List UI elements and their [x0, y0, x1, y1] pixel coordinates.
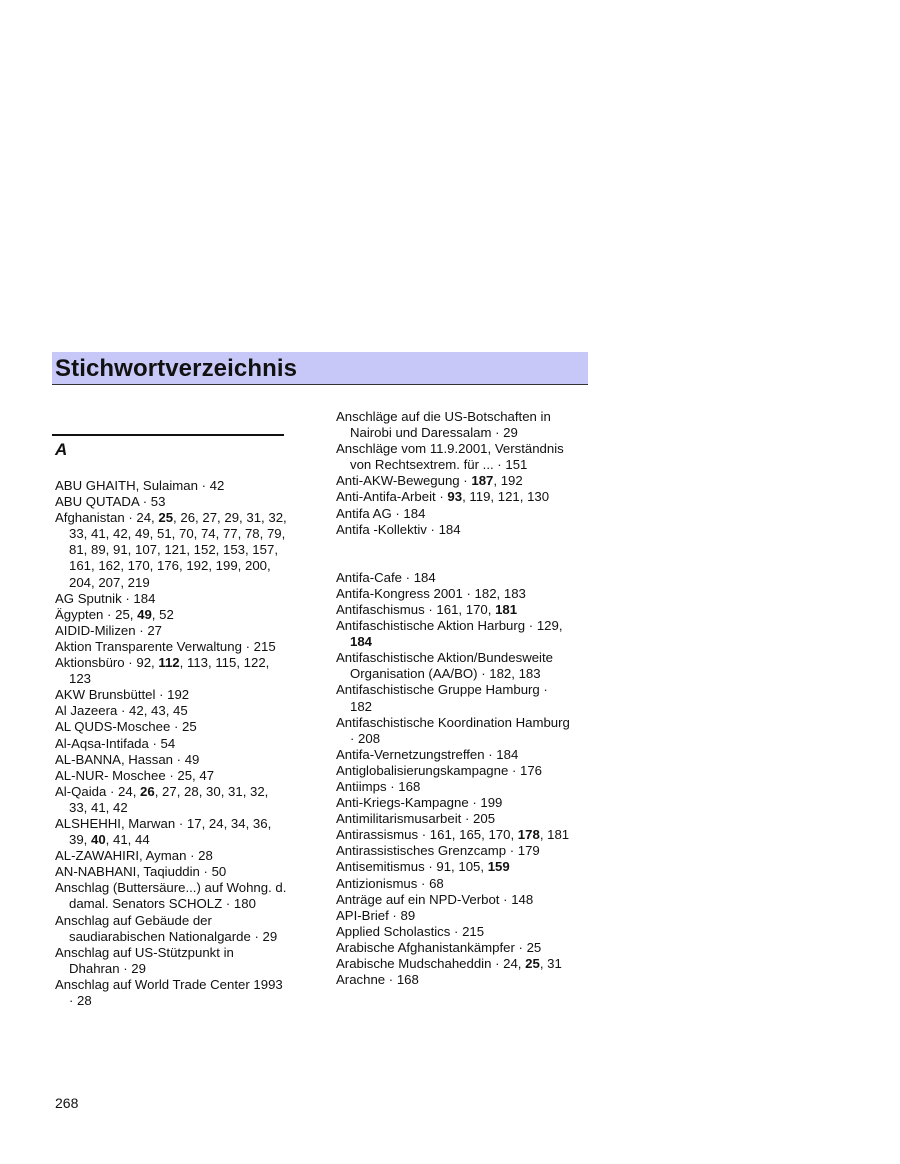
index-entry: [336, 763, 572, 779]
index-text: Aktionsbüro · 92,: [55, 655, 159, 671]
index-entry: [336, 602, 572, 618]
index-entry: [55, 703, 287, 719]
index-text: Antizionismus · 68: [336, 875, 444, 891]
index-text: , 113, 115, 122, 123: [69, 655, 270, 687]
index-page-ref-bold: 26: [140, 783, 155, 799]
index-entry: [55, 913, 287, 945]
index-page-ref-bold: 40: [91, 832, 106, 848]
index-text: Anti-AKW-Bewegung ·: [336, 473, 472, 489]
index-text: AL QUDS-Moschee · 25: [55, 719, 197, 735]
index-entry: [336, 618, 572, 650]
index-entry: [55, 880, 287, 912]
index-entry: [55, 945, 287, 977]
index-text: Antifa-Cafe · 184: [336, 569, 436, 585]
index-entry: [336, 747, 572, 763]
chapter-title-bar: [52, 352, 588, 385]
index-entry: [55, 977, 287, 1009]
index-entry: [55, 784, 287, 816]
index-entry: [55, 639, 287, 655]
index-right-bottom: [336, 570, 572, 988]
index-page-ref-bold: 25: [525, 956, 540, 971]
index-entry: [336, 506, 572, 522]
index-text: Anschlag auf US-Stützpunkt in Dhahran · 29: [55, 944, 234, 976]
index-text: AL-BANNA, Hassan · 49: [55, 751, 200, 767]
index-page-ref-bold: 93: [447, 489, 463, 505]
index-text: Arachne · 168: [336, 972, 419, 988]
index-text: Antifaschistische Koordination Hamburg · 208: [336, 714, 570, 746]
index-text: Arabische Afghanistankämpfer · 25: [336, 939, 542, 955]
index-page-ref-bold: 184: [350, 634, 373, 650]
index-page-ref-bold: 112: [158, 655, 180, 671]
index-text: Antisemitismus · 91, 105,: [336, 859, 488, 875]
index-entry: [336, 811, 572, 827]
index-text: Antifaschismus · 161, 170,: [336, 601, 496, 617]
index-entry: [55, 768, 287, 784]
index-text: API-Brief · 89: [336, 907, 416, 923]
index-page-ref-bold: 25: [158, 510, 174, 526]
index-text: , 119, 121, 130: [462, 489, 550, 505]
index-text: Anschlag (Buttersäure...) auf Wohng. d. damal. Senators SCHOLZ · 180: [55, 880, 287, 912]
index-text: AL-ZAWAHIRI, Ayman · 28: [55, 848, 213, 864]
index-text: , 192: [493, 473, 523, 489]
index-text: AN-NABHANI, Taqiuddin · 50: [55, 864, 227, 880]
index-text: Al-Qaida · 24,: [55, 783, 141, 799]
index-entry: [55, 494, 287, 510]
index-text: Antirassistisches Grenzcamp · 179: [336, 843, 540, 859]
index-entry: [336, 908, 572, 924]
index-text: Anschlag auf World Trade Center 1993 · 28: [55, 976, 283, 1008]
index-entry: [55, 607, 287, 623]
index-entry: [55, 848, 287, 864]
index-entry: [336, 570, 572, 586]
index-entry: [336, 827, 572, 843]
index-text: Afghanistan · 24,: [55, 510, 159, 526]
index-entry: [336, 522, 572, 538]
index-entry: [55, 655, 287, 687]
index-entry: [55, 752, 287, 768]
index-page-ref-bold: 181: [495, 601, 518, 617]
index-text: , 27, 28, 30, 31, 32, 33, 41, 42: [69, 783, 269, 815]
index-text: Anti-Kriegs-Kampagne · 199: [336, 795, 503, 811]
index-entry: [55, 478, 287, 494]
index-entry: [336, 956, 572, 972]
index-entry: [336, 924, 572, 940]
page-title: Stichwortverzeichnis: [55, 355, 298, 382]
index-entry: [336, 876, 572, 892]
index-entry: [336, 795, 572, 811]
index-entry: [55, 591, 287, 607]
index-entry: [336, 779, 572, 795]
index-page-ref-bold: 187: [471, 473, 494, 489]
index-right-top: [336, 409, 572, 538]
index-page-ref-bold: 159: [487, 859, 510, 875]
index-entry: [336, 650, 572, 682]
section-letter: A: [55, 440, 68, 459]
index-text: Antifa-Vernetzungstreffen · 184: [336, 746, 519, 762]
index-text: , 181: [539, 827, 570, 843]
index-page-ref-bold: 49: [137, 606, 152, 622]
index-page-ref-bold: 178: [517, 827, 540, 843]
column-gap: [336, 538, 572, 570]
index-entry: [336, 859, 572, 875]
index-text: Antimilitarismusarbeit · 205: [336, 811, 496, 827]
index-entry: [55, 719, 287, 735]
index-entry: [336, 473, 572, 489]
index-text: Anti-Antifa-Arbeit ·: [336, 489, 448, 505]
index-text: Ägypten · 25,: [55, 606, 138, 622]
index-text: AKW Brunsbüttel · 192: [55, 687, 190, 703]
index-right-column: [336, 409, 572, 988]
index-text: , 52: [151, 606, 174, 622]
index-text: , 26, 27, 29, 31, 32, 33, 41, 42, 49, 51, 70, 74, 77, 78, 79, 81, 89, 91, 107, 121, 152, 153, 157, 161, 162, 170, 176, 192, 199, 200, 204, 207, 219: [69, 510, 287, 590]
index-text: Antifa AG · 184: [336, 505, 426, 521]
index-entry: [55, 736, 287, 752]
index-entry: [336, 682, 572, 714]
index-entry: [55, 623, 287, 639]
index-text: Aktion Transparente Verwaltung · 215: [55, 638, 276, 654]
index-text: ALSHEHHI, Marwan · 17, 24, 34, 36, 39,: [55, 815, 272, 848]
index-text: ABU GHAITH, Sulaiman · 42: [55, 478, 225, 493]
index-left-column: [55, 478, 287, 1009]
index-entry: [336, 586, 572, 602]
index-entry: [336, 409, 572, 441]
index-text: Antirassismus · 161, 165, 170,: [336, 827, 518, 843]
index-text: AIDID-Milizen · 27: [55, 622, 162, 638]
index-text: Antifa -Kollektiv · 184: [336, 521, 461, 537]
index-text: , 31: [539, 956, 562, 971]
index-text: ABU QUTADA · 53: [55, 494, 166, 510]
index-text: AL-NUR- Moschee · 25, 47: [55, 767, 215, 783]
index-text: , 41, 44: [105, 832, 150, 848]
index-entry: [55, 864, 287, 880]
index-text: Arabische Mudschaheddin · 24,: [336, 956, 526, 971]
index-entry: [336, 489, 572, 505]
index-entry: [55, 816, 287, 848]
index-entry: [336, 892, 572, 908]
index-entry: [336, 843, 572, 859]
index-text: Applied Scholastics · 215: [336, 923, 485, 939]
index-text: AG Sputnik · 184: [55, 590, 156, 606]
index-text: Al Jazeera · 42, 43, 45: [55, 703, 188, 719]
section-rule: [52, 434, 284, 436]
index-text: Anschläge vom 11.9.2001, Verständnis von Rechtsextrem. für ... · 151: [336, 441, 564, 473]
index-text: Antifaschistische Aktion Harburg · 129,: [336, 618, 563, 634]
index-entry: [336, 441, 572, 473]
index-text: Antiimps · 168: [336, 778, 421, 794]
index-entry: [55, 510, 287, 590]
index-text: Anschläge auf die US-Botschaften in Nairobi und Daressalam · 29: [336, 409, 551, 441]
index-text: Antifaschistische Aktion/Bundesweite Organisation (AA/BO) · 182, 183: [336, 650, 553, 682]
index-entry: [336, 940, 572, 956]
index-entry: [55, 687, 287, 703]
index-text: Antiglobalisierungskampagne · 176: [336, 762, 543, 778]
index-entry: [336, 715, 572, 747]
index-text: Antifa-Kongress 2001 · 182, 183: [336, 585, 526, 601]
page-number: 268: [55, 1095, 79, 1111]
index-text: Al-Aqsa-Intifada · 54: [55, 735, 176, 751]
index-entry: [336, 972, 572, 988]
index-text: Anträge auf ein NPD-Verbot · 148: [336, 891, 534, 907]
index-text: Antifaschistische Gruppe Hamburg · 182: [336, 682, 548, 714]
index-text: Anschlag auf Gebäude der saudiarabischen Nationalgarde · 29: [55, 912, 278, 944]
